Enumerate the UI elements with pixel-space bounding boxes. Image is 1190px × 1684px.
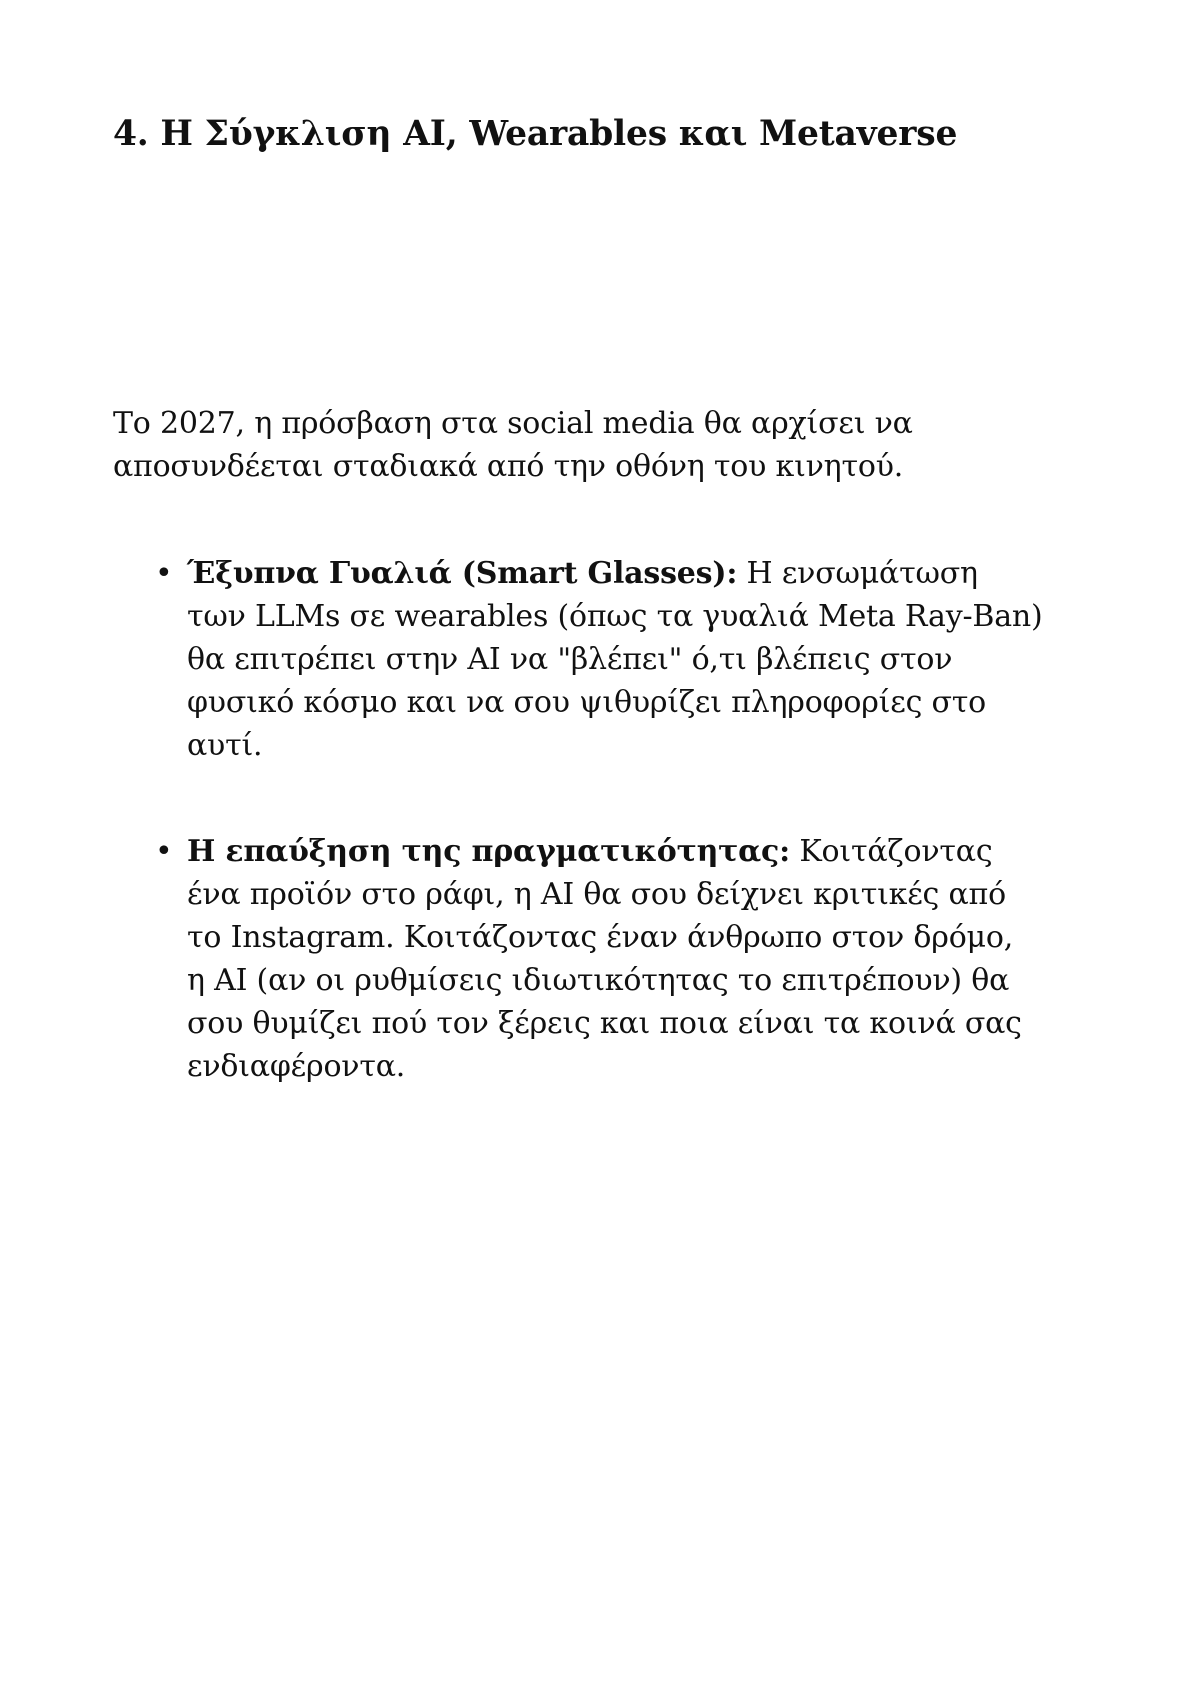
- bullet-line: ένα προϊόν στο ράφι, η AI θα σου δείχνει κριτικές από: [187, 877, 1006, 912]
- bullet-title: Η επαύξηση της πραγματικότητας:: [187, 834, 790, 869]
- bullet-line: σου θυμίζει πού τον ξέρεις και ποια είναι τα κοινά σας: [187, 1006, 1022, 1041]
- bullet-text: [187, 830, 1087, 1088]
- bullet-title: Έξυπνα Γυαλιά (Smart Glasses):: [187, 556, 738, 591]
- bullet-line: ενδιαφέροντα.: [187, 1049, 406, 1084]
- intro-paragraph: [113, 402, 1113, 488]
- bullet-line: των LLMs σε wearables (όπως τα γυαλιά Meta Ray-Ban): [187, 599, 1043, 634]
- bullet-line: αυτί.: [187, 728, 263, 763]
- intro-line: Το 2027, η πρόσβαση στα social media θα αρχίσει να: [113, 406, 913, 441]
- bullet-first-line-rest: Κοιτάζοντας: [790, 834, 993, 869]
- bullet-line: θα επιτρέπει στην AI να "βλέπει" ό,τι βλέπεις στον: [187, 642, 953, 677]
- bullet-marker: •: [155, 834, 173, 869]
- bullet-line: το Instagram. Κοιτάζοντας έναν άνθρωπο στον δρόμο,: [187, 920, 1014, 955]
- bullet-line: φυσικό κόσμο και να σου ψιθυρίζει πληροφορίες στο: [187, 685, 987, 720]
- bullet-first-line: [187, 830, 1087, 873]
- section-heading: 4. Η Σύγκλιση AI, Wearables και Metaverse: [113, 114, 958, 154]
- bullet-text: [187, 552, 1087, 767]
- bullet-line: η AI (αν οι ρυθμίσεις ιδιωτικότητας το επιτρέπουν) θα: [187, 963, 1010, 998]
- bullet-marker: •: [155, 556, 173, 591]
- bullet-first-line-rest: Η ενσωμάτωση: [737, 556, 978, 591]
- intro-line: αποσυνδέεται σταδιακά από την οθόνη του κινητού.: [113, 449, 904, 484]
- bullet-first-line: [187, 552, 1087, 595]
